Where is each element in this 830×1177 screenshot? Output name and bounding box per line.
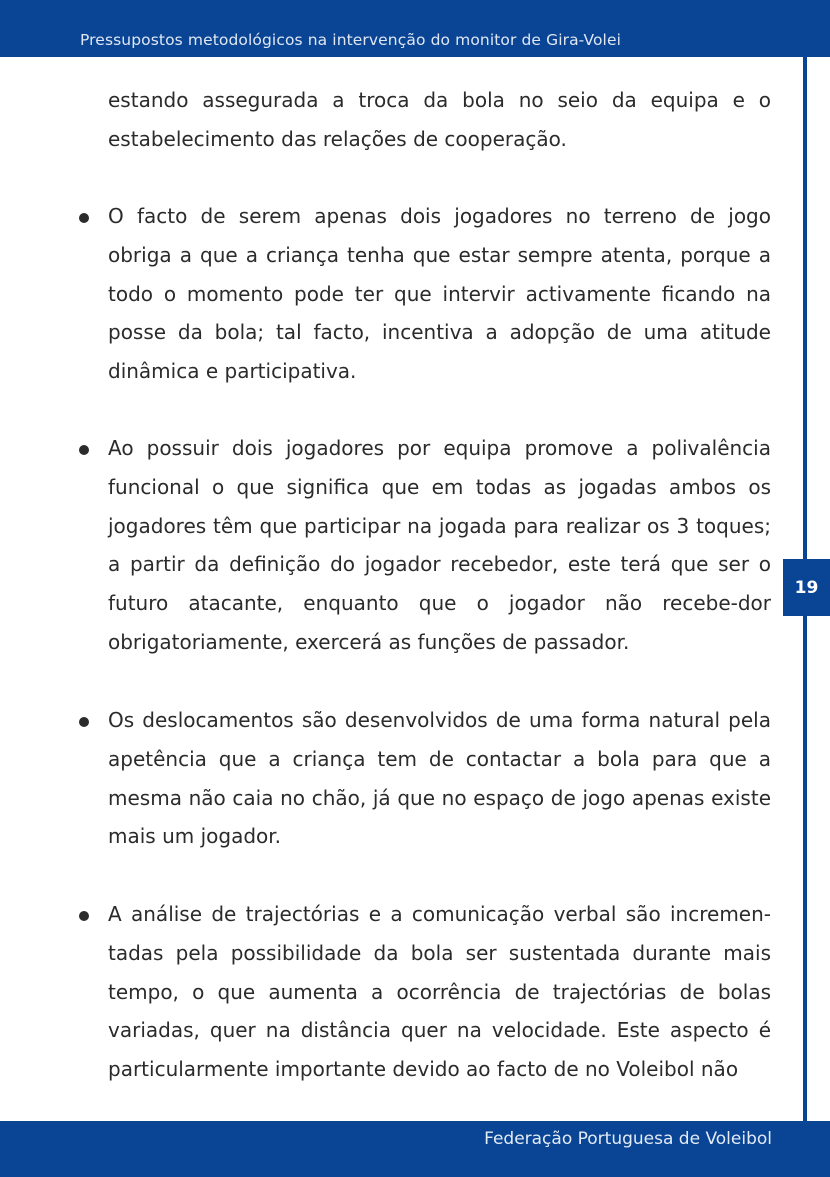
bullet-icon bbox=[79, 911, 89, 921]
bullet-icon bbox=[79, 717, 89, 727]
bullet-paragraph: Os deslocamentos são desenvolvidos de uma forma natural pela apetência que a criança tem de contactar a bola para que a mesma não caia no chão, já que no espaço de jogo apenas existe mais um jogador. bbox=[108, 708, 771, 849]
footer-bar bbox=[0, 1121, 830, 1177]
header-title: Pressupostos metodológicos na intervenção do monitor de Gira-Volei bbox=[80, 31, 621, 49]
page-number: 19 bbox=[794, 577, 819, 598]
bullet-icon bbox=[79, 445, 89, 455]
bullet-paragraph: Ao possuir dois jogadores por equipa promove a polivalência funcional o que significa que em todas as jogadas ambos os jogadores têm que participar na jogada para realizar os 3 toques; a partir da definição do jogador recebedor, este terá que ser o futuro atacante, enquanto que o jogador não recebe-dor obrigatoriamente, exercerá as funções de passador. bbox=[108, 436, 771, 654]
footer-text: Federação Portuguesa de Voleibol bbox=[484, 1129, 772, 1149]
bullet-paragraph: O facto de serem apenas dois jogadores no terreno de jogo obriga a que a criança tenha que estar sempre atenta, porque a todo o momento pode ter que intervir activamente ficando na posse da bola; tal facto, incentiva a adopção de uma atitude dinâmica e participativa. bbox=[108, 204, 771, 384]
bullet-icon bbox=[79, 213, 89, 223]
bullet-paragraph: A análise de trajectórias e a comunicação verbal são incremen-tadas pela possibilidade da bola ser sustentada durante mais tempo, o que aumenta a ocorrência de trajectórias de bolas variadas, quer na distância quer na velocidade. Este aspecto é particularmente importante devido ao facto de no Voleibol não bbox=[108, 902, 771, 1082]
continuation-paragraph: estando assegurada a troca da bola no seio da equipa e o estabelecimento das relações de cooperação. bbox=[108, 88, 771, 151]
